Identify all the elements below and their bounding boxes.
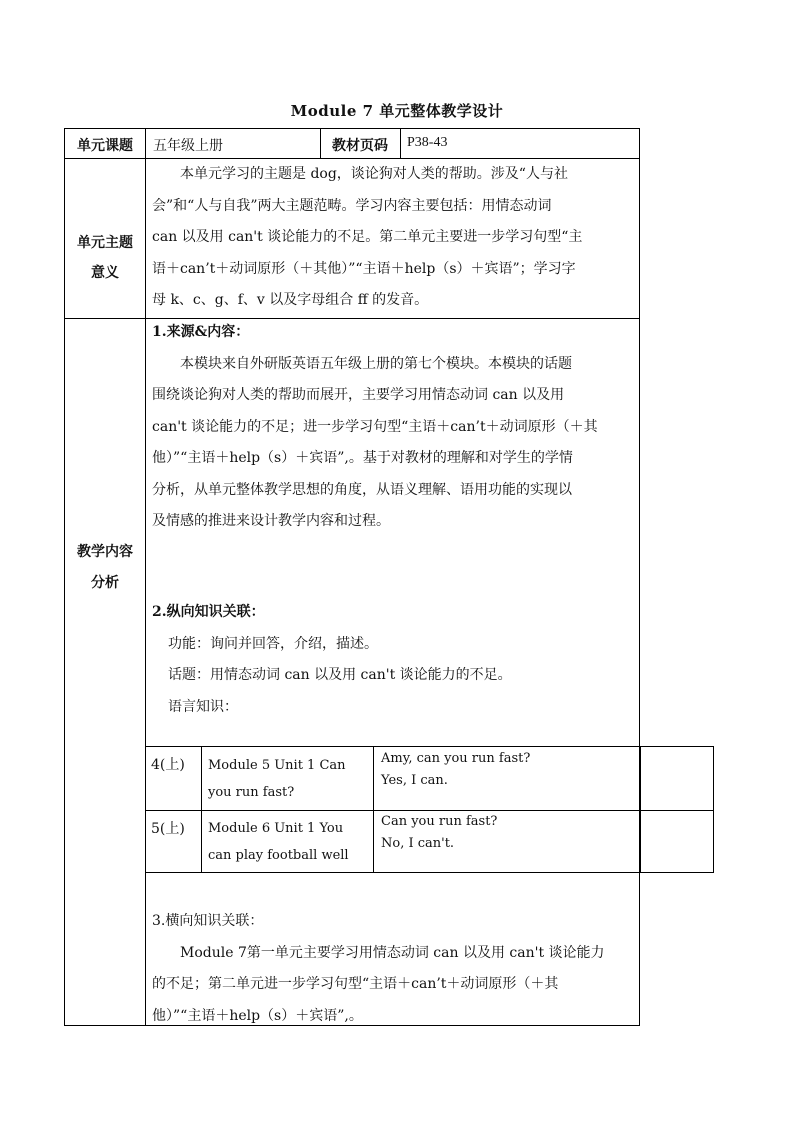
section1-heading: 1.来源&内容： — [152, 324, 250, 340]
knowledge-unit — [208, 752, 346, 806]
knowledge-unit-line: can play football well — [208, 848, 349, 863]
knowledge-example-line: Can you run fast? — [381, 814, 498, 829]
section2-line: 功能：询问并回答，介绍，描述。 — [168, 635, 378, 652]
knowledge-example-line: Amy, can you run fast? — [381, 751, 531, 766]
meaning-line: 母 k、c、g、f、v 以及字母组合 ff 的发音。 — [152, 292, 429, 308]
section3-heading: 3.横向知识关联： — [152, 913, 264, 929]
section2-line: 话题：用情态动词 can 以及用 can't 谈论能力的不足。 — [168, 667, 512, 683]
textbook-pages-value: P38-43 — [407, 135, 448, 150]
unit-meaning-paragraph — [152, 159, 632, 317]
meaning-line: 本单元学习的主题是 dog，谈论狗对人类的帮助。涉及“人与社 — [180, 166, 568, 182]
section-vertical-links — [152, 597, 632, 723]
knowledge-example-line: Yes, I can. — [381, 773, 448, 788]
knowledge-example-line: No, I can't. — [381, 836, 455, 851]
section2-line: 语言知识： — [168, 698, 238, 715]
knowledge-col-divider — [640, 747, 641, 872]
label-content-analysis-line1: 教学内容 — [77, 544, 133, 560]
section2-heading: 2.纵向知识关联： — [152, 604, 265, 620]
label-unit-meaning — [65, 228, 145, 288]
section1-line: 他）”“主语＋help（s）＋宾语”,。基于对教材的理解和对学生的学情 — [152, 450, 573, 466]
section1-line: 围绕谈论狗对人类的帮助而展开，主要学习用情态动词 can 以及用 — [152, 387, 565, 403]
label-unit-topic: 单元课题 — [77, 138, 133, 154]
knowledge-grade: 5(上) — [151, 821, 185, 837]
knowledge-unit-line: Module 5 Unit 1 Can — [208, 758, 346, 773]
knowledge-unit-line: Module 6 Unit 1 You — [208, 821, 344, 836]
section3-line: 的不足；第二单元进一步学习句型“主语＋can’t＋动词原形（＋其 — [152, 976, 559, 992]
section-horizontal-links — [152, 906, 632, 1032]
label-content-analysis — [65, 537, 145, 599]
label-content-analysis-line2: 分析 — [91, 575, 119, 591]
column-divider — [400, 129, 401, 158]
section1-line: 分析，从单元整体教学思想的角度，从语义理解、语用功能的实现以 — [152, 481, 572, 498]
meaning-line: 语＋can’t＋动词原形（＋其他）”“主语＋help（s）＋宾语”；学习字 — [152, 260, 576, 277]
knowledge-unit — [208, 815, 349, 869]
label-textbook-pages: 教材页码 — [332, 138, 388, 154]
knowledge-col-divider — [373, 747, 374, 872]
meaning-line: 会”和“人与自我”两大主题范畴。学习内容主要包括：用情态动词 — [152, 197, 552, 214]
knowledge-unit-line: you run fast? — [208, 785, 295, 800]
knowledge-col-divider — [201, 747, 202, 872]
document-title: Module 7 单元整体教学设计 — [290, 102, 504, 120]
section1-line: can't 谈论能力的不足；进一步学习句型“主语＋can’t＋动词原形（＋其 — [152, 418, 598, 435]
meaning-line: can 以及用 can't 谈论能力的不足。第二单元主要进一步学习句型“主 — [152, 229, 583, 245]
section3-line: Module 7第一单元主要学习用情态动词 can 以及用 can't 谈论能力 — [180, 944, 605, 961]
section3-line: 他）”“主语＋help（s）＋宾语”,。 — [152, 1007, 363, 1024]
label-unit-meaning-line1: 单元主题 — [77, 235, 133, 251]
section1-line: 及情感的推进来设计教学内容和过程。 — [152, 513, 390, 529]
column-divider — [145, 129, 146, 1025]
knowledge-example — [381, 748, 530, 792]
section1-line: 本模块来自外研版英语五年级上册的第七个模块。本模块的话题 — [180, 355, 572, 372]
knowledge-example — [381, 811, 497, 855]
label-unit-meaning-line2: 意义 — [91, 265, 119, 281]
section-source-content — [152, 317, 632, 538]
knowledge-table — [145, 746, 714, 873]
unit-topic-value: 五年级上册 — [153, 138, 223, 154]
knowledge-grade: 4(上) — [151, 757, 185, 773]
